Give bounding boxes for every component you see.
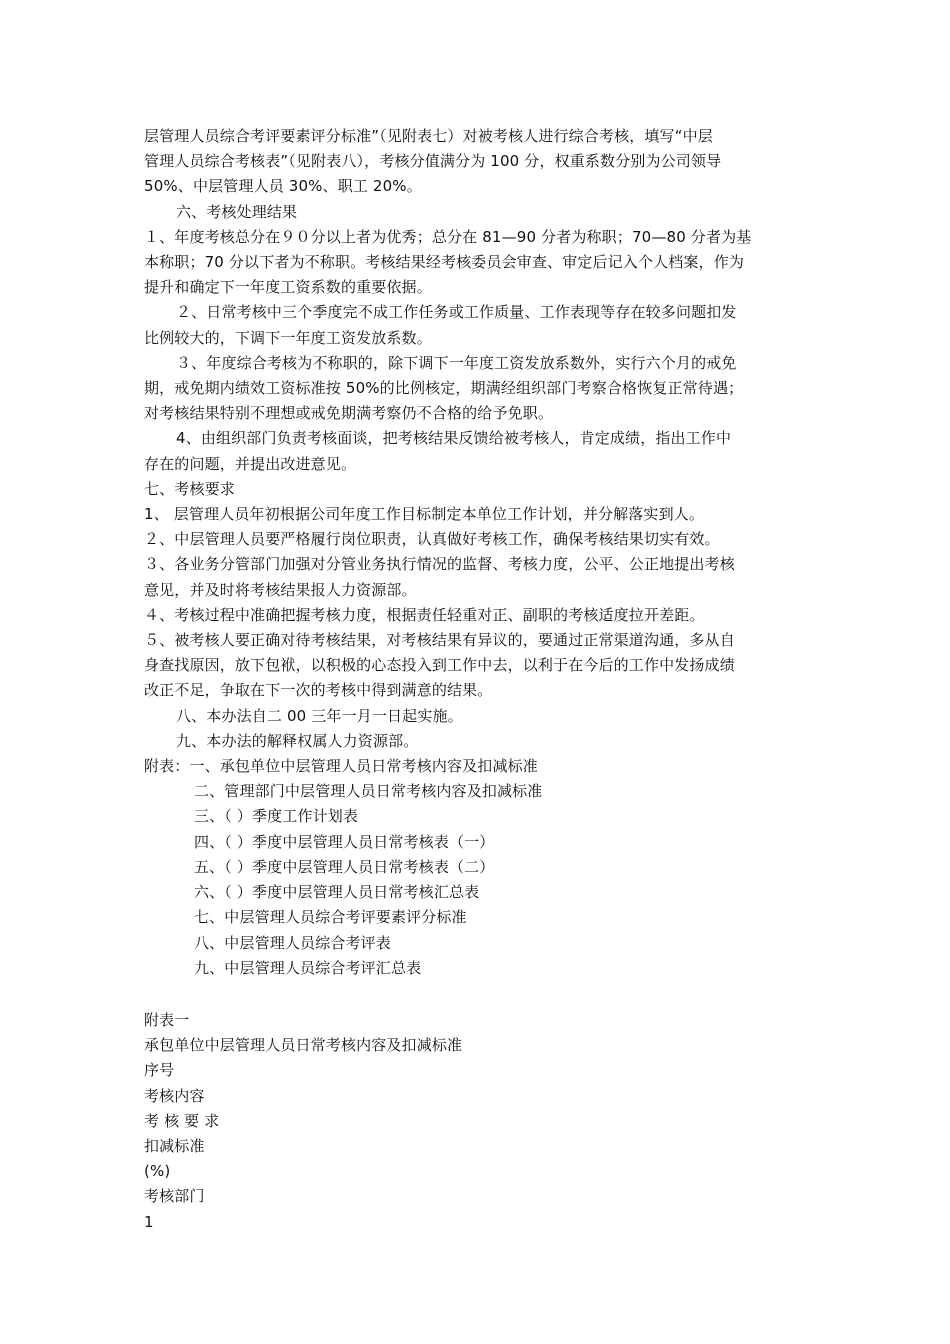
row-seq-cell: 1 <box>144 1212 154 1231</box>
paragraph-line: ２、日常考核中三个季度完不成工作任务或工作质量、工作表现等存在较多问题扣发 <box>176 303 737 322</box>
paragraph-line: 本称职；70 分以下者为不称职。考核结果经考核委员会审查、审定后记入个人档案，作为 <box>144 253 745 272</box>
paragraph-line: 意见，并及时将考核结果报人力资源部。 <box>144 580 417 599</box>
column-header-seq: 序号 <box>144 1061 175 1080</box>
paragraph-line: 比例较大的，下调下一年度工资发放系数。 <box>144 328 432 347</box>
section9: 九、本办法的解释权属人力资源部。 <box>176 731 419 750</box>
paragraph-line: 期，戒免期内绩效工资标准按 50%的比例核定，期满经组织部门考察合格恢复正常待遇； <box>144 379 744 398</box>
section6 <box>144 200 814 477</box>
attachment-item: 七、中层管理人员综合考评要素评分标准 <box>194 908 467 927</box>
paragraph-line: ２、中层管理人员要严格履行岗位职责，认真做好考核工作，确保考核结果切实有效。 <box>144 530 720 549</box>
paragraph-line: 50%、中层管理人员 30%、职工 20%。 <box>144 177 422 196</box>
paragraph-line: 改正不足，争取在下一次的考核中得到满意的结果。 <box>144 681 493 700</box>
paragraph-line: 存在的问题，并提出改进意见。 <box>144 454 357 473</box>
appendix-label: 附表一 <box>144 1010 190 1029</box>
paragraph-line: ４、考核过程中准确把握考核力度，根据责任轻重对正、副职的考核适度拉开差距。 <box>144 605 705 624</box>
paragraph-line: 对考核结果特别不理想或戒免期满考察仍不合格的给予免职。 <box>144 404 554 423</box>
paragraph-line: 身查找原因，放下包袱，以积极的心态投入到工作中去，以利于在今后的工作中发扬成绩 <box>144 656 735 675</box>
column-header-requirement: 考 核 要 求 <box>144 1111 220 1130</box>
paragraph-line: 4、由组织部门负责考核面谈，把考核结果反馈给被考核人，肯定成绩，指出工作中 <box>176 429 732 448</box>
attachment-item: 五、（ ）季度中层管理人员日常考核表（二） <box>194 857 495 876</box>
paragraph-line: １、年度考核总分在９０分以上者为优秀；总分在 81—90 分者为称职；70—80 分者为基 <box>144 227 752 246</box>
attachment-item: 二、管理部门中层管理人员日常考核内容及扣减标准 <box>194 782 543 801</box>
column-header-deduction: 扣减标准 <box>144 1136 205 1155</box>
paragraph-line: 提升和确定下一年度工资系数的重要依据。 <box>144 278 432 297</box>
section6-heading: 六、考核处理结果 <box>176 202 298 221</box>
paragraph-line: 层管理人员综合考评要素评分标准”（见附表七）对被考核人进行综合考核，填写“中层 <box>144 127 713 145</box>
attachment-item: 八、中层管理人员综合考评表 <box>194 933 391 952</box>
paragraph-line: ３、各业务分管部门加强对分管业务执行情况的监督、考核力度，公平、公正地提出考核 <box>144 555 735 574</box>
section7-heading: 七、考核要求 <box>144 479 235 498</box>
column-header-dept: 考核部门 <box>144 1187 205 1206</box>
column-header-content: 考核内容 <box>144 1086 205 1105</box>
document-page <box>144 124 814 1235</box>
attachment-item: 六、（ ）季度中层管理人员日常考核汇总表 <box>194 883 480 902</box>
attachment-item: 九、中层管理人员综合考评汇总表 <box>194 958 422 977</box>
attachment-item: 附表：一、承包单位中层管理人员日常考核内容及扣减标准 <box>144 757 538 776</box>
paragraph-line: 1、 层管理人员年初根据公司年度工作目标制定本单位工作计划，并分解落实到人。 <box>144 505 705 524</box>
section5-continuation <box>144 124 814 200</box>
appendix1 <box>144 1008 814 1235</box>
column-header-deduction-unit: (%) <box>144 1162 171 1181</box>
attachment-item: 三、（ ）季度工作计划表 <box>194 807 359 826</box>
section7 <box>144 477 814 704</box>
spacer <box>144 981 814 1008</box>
attachment-list <box>144 754 814 981</box>
paragraph-line: ３、年度综合考核为不称职的，除下调下一年度工资发放系数外，实行六个月的戒免 <box>176 353 737 372</box>
appendix-title: 承包单位中层管理人员日常考核内容及扣减标准 <box>144 1036 463 1055</box>
section8: 八、本办法自二 00 三年一月一日起实施。 <box>176 706 463 725</box>
attachment-item: 四、（ ）季度中层管理人员日常考核表（一） <box>194 832 495 851</box>
paragraph-line: 管理人员综合考核表”（见附表八），考核分值满分为 100 分，权重系数分别为公司领导 <box>144 152 722 171</box>
paragraph-line: ５、被考核人要正确对待考核结果，对考核结果有异议的，要通过正常渠道沟通，多从自 <box>144 631 735 650</box>
